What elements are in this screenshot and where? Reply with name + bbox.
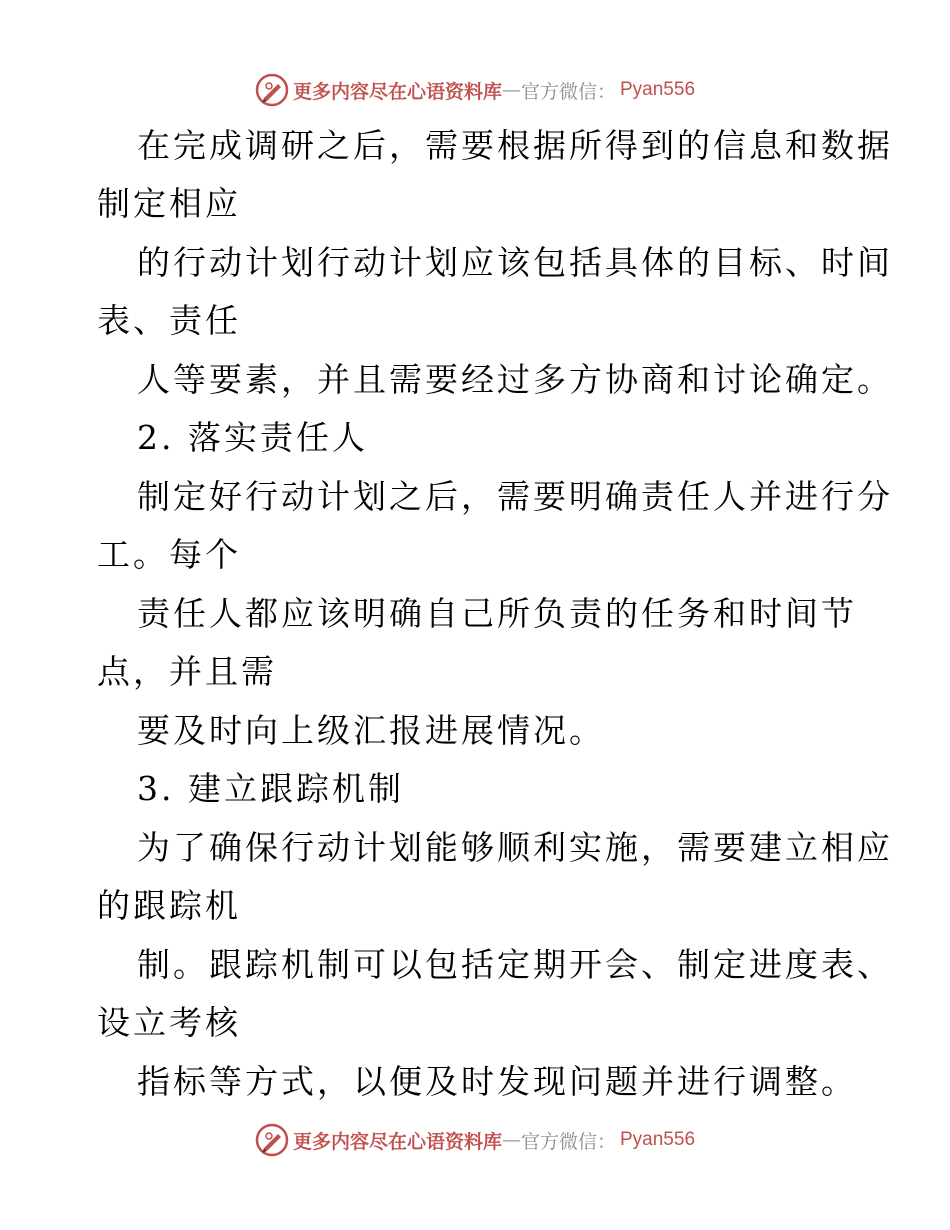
banner-wechat-id: Pyan556	[620, 79, 696, 100]
text-line-7: 制定好行动计划之后，需要明确责任人并进行分	[137, 477, 893, 516]
text-line-4: 表、责任	[97, 301, 241, 340]
text-line-8: 工。每个	[97, 535, 241, 574]
text-line-16: 设立考核	[97, 1003, 241, 1042]
text-line-14: 的跟踪机	[97, 886, 241, 925]
banner-wechat-label: 官方微信：	[520, 1130, 616, 1153]
text-line-2: 制定相应	[97, 184, 241, 223]
text-line-10: 点，并且需	[97, 652, 277, 691]
banner-separator: —	[501, 79, 521, 101]
text-line-17: 指标等方式，以便及时发现问题并进行调整。	[137, 1062, 857, 1101]
banner-wechat-label: 官方微信：	[520, 80, 616, 103]
text-line-13: 为了确保行动计划能够顺利实施，需要建立相应	[137, 828, 893, 867]
pen-logo-icon	[255, 1123, 289, 1157]
footer-banner	[0, 1120, 950, 1160]
text-line-15: 制。跟踪机制可以包括定期开会、制定进度表、	[137, 945, 893, 984]
banner-text: 更多内容尽在心语资料库	[292, 1130, 502, 1153]
text-line-9: 责任人都应该明确自己所负责的任务和时间节	[137, 594, 857, 633]
section-heading-3: 3. 建立跟踪机制	[137, 769, 404, 808]
pen-logo-icon	[255, 73, 289, 107]
text-line-11: 要及时向上级汇报进展情况。	[137, 711, 605, 750]
text-line-5: 人等要素，并且需要经过多方协商和讨论确定。	[137, 360, 893, 399]
text-line-3: 的行动计划行动计划应该包括具体的目标、时间	[137, 243, 893, 282]
banner-text: 更多内容尽在心语资料库	[292, 80, 502, 103]
section-heading-2: 2. 落实责任人	[137, 418, 368, 457]
text-line-1: 在完成调研之后，需要根据所得到的信息和数据	[137, 126, 893, 165]
banner-separator: —	[501, 1129, 521, 1151]
banner-wechat-id: Pyan556	[620, 1129, 696, 1150]
header-banner	[0, 70, 950, 110]
